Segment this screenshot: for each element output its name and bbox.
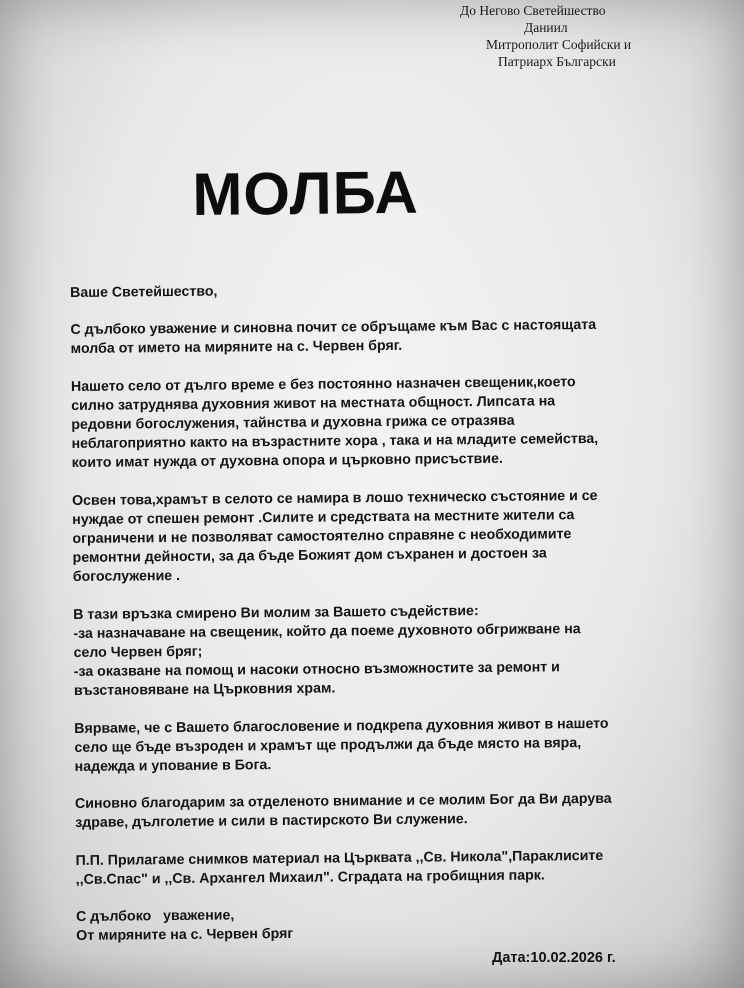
addressee-line: Даниил bbox=[524, 20, 568, 35]
text-line: Синовно благодарим за отделеното внимание и се молим Бог да Ви дарува bbox=[74, 791, 612, 813]
text-line: село ще бъде възроден и храмът ще продължи да бъде място на вяра, bbox=[74, 734, 582, 756]
text-line: В тази връзка смирено Ви молим за Вашето съдействие: bbox=[73, 602, 479, 623]
paragraph-thanks bbox=[75, 789, 715, 834]
text-line: Вярваме, че с Вашето благословение и подкрепа духовния живот в нашето bbox=[74, 715, 609, 737]
letter-body bbox=[70, 278, 716, 947]
text-line: богослужение . bbox=[72, 568, 181, 586]
text-line: силно затруднява духовния живот на местната общност. Липсата на bbox=[71, 393, 556, 414]
text-line: -за оказване на помощ и насоки относно възможностите за ремонт и bbox=[73, 659, 560, 681]
addressee-block bbox=[448, 2, 708, 70]
text-line: нуждае от спешен ремонт .Силите и средствата на местните жители са bbox=[72, 506, 575, 528]
text-line: С дълбоко уважение и синовна почит се обръщаме към Вас с настоящата bbox=[70, 317, 597, 339]
text-line: които имат нужда от духовна опора и църковно присъствие. bbox=[71, 451, 503, 472]
text-line: молба от името на миряните на с. Червен бряг. bbox=[70, 338, 403, 358]
greeting: Ваше Светейшество, bbox=[70, 283, 218, 301]
document-date: Дата:10.02.2026 г. bbox=[492, 950, 616, 966]
closing-line: С дълбоко уважение, bbox=[76, 907, 235, 926]
addressee-line: До Негово Светейшество bbox=[460, 3, 606, 18]
paragraph-postscript bbox=[75, 846, 715, 891]
text-line: Освен това,храмът в селото се намира в лошо техническо състояние и се bbox=[72, 487, 598, 509]
text-line: ,,Св.Спас" и ,,Св. Архангел Михаил". Сградата на гробищния парк. bbox=[75, 867, 545, 888]
paragraph-temple bbox=[72, 485, 713, 587]
paragraph-priest bbox=[71, 371, 712, 473]
closing-block bbox=[76, 902, 716, 947]
text-line: село Червен бряг; bbox=[73, 643, 203, 662]
text-line: Нашето село от дълго време е без постоянно назначен свещеник,което bbox=[70, 373, 576, 395]
text-line: неблагоприятно както на възрастните хора , така и на младите семейства, bbox=[71, 431, 599, 453]
paragraph-intro bbox=[70, 315, 710, 360]
addressee-line: Патриарх Български bbox=[498, 54, 616, 69]
signature-line: От миряните на с. Червен бряг bbox=[76, 926, 294, 945]
paragraph-requests bbox=[73, 599, 714, 701]
text-line: възстановяване на Църковния храм. bbox=[73, 680, 336, 700]
text-line: ремонтни дейности, за да бъде Божият дом съхранен и достоен за bbox=[72, 545, 547, 567]
text-line: редовни богослужения, тайнства и духовна грижа се отразява bbox=[71, 412, 515, 434]
text-line: надежда и упование в Бога. bbox=[74, 757, 272, 776]
text-line: здраве, дълголетие и сили в пастирското Ви служение. bbox=[75, 811, 468, 832]
document-title: МОЛБА bbox=[192, 158, 420, 228]
text-line: П.П. Прилагаме снимков материал на Църквата ,,Св. Никола",Параклисите bbox=[75, 847, 604, 869]
addressee-line: Митрополит Софийски и bbox=[486, 37, 632, 52]
text-line: ограничени и не позволяват самостоятелно справяне с необходимите bbox=[72, 526, 572, 548]
text-line: -за назначаване на свещеник, който да поеме духовното обгрижване на bbox=[73, 620, 581, 642]
paragraph-faith bbox=[74, 713, 715, 777]
